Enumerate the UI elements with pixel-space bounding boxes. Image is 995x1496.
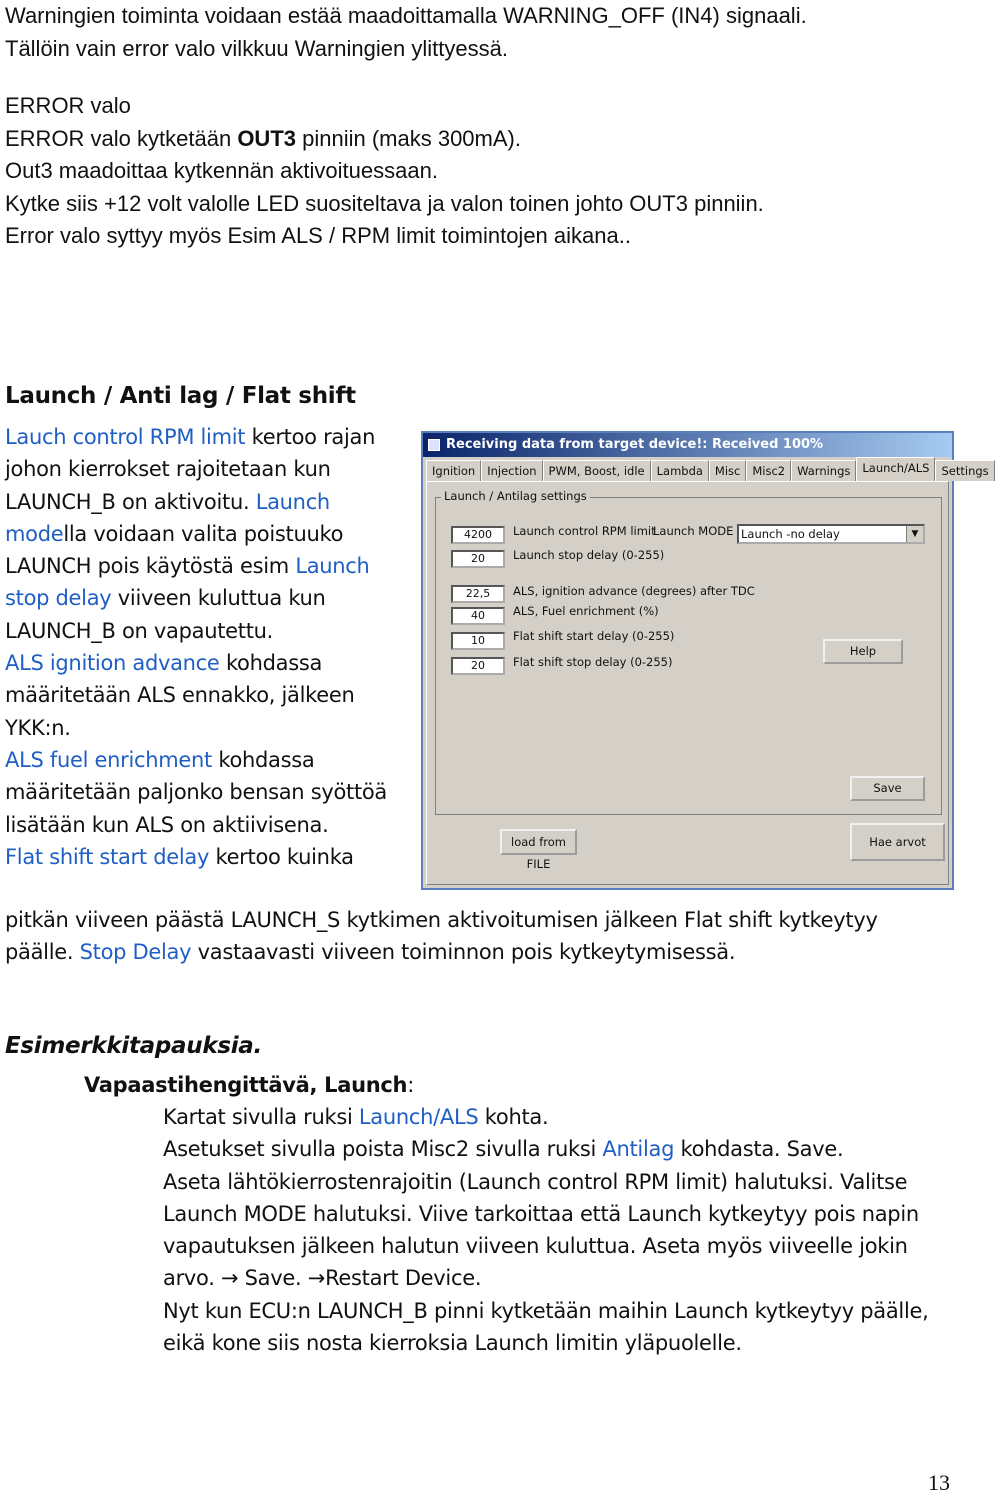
text: ERROR valo kytketään bbox=[5, 125, 238, 151]
step bbox=[163, 1101, 963, 1133]
text: päälle. bbox=[5, 940, 80, 965]
error-line: Kytke siis +12 volt valolle LED suositeltava ja valon toinen johto OUT3 pinniin. bbox=[5, 190, 764, 216]
text: kohdassa määritetään paljonko bensan syöttöä lisätään kun ALS on aktiivisena. bbox=[5, 747, 387, 837]
tab-ignition[interactable]: Ignition bbox=[426, 460, 481, 481]
rpm-limit-label: Launch control RPM limit bbox=[513, 524, 656, 538]
term: Stop Delay bbox=[79, 940, 192, 965]
tab-lambda[interactable]: Lambda bbox=[651, 460, 709, 481]
page-number: 13 bbox=[928, 1470, 950, 1495]
load-from-file-button[interactable]: load from FILE bbox=[500, 829, 577, 855]
term: ALS ignition advance bbox=[5, 651, 220, 676]
flat-stop-input[interactable]: 20 bbox=[451, 657, 505, 675]
step bbox=[163, 1133, 963, 1165]
text: vastaavasti viiveen toiminnon pois kytkeytymisessä. bbox=[191, 940, 736, 965]
error-line: Out3 maadoittaa kytkennän aktivoituessaan. bbox=[5, 158, 438, 183]
text: Aseta lähtökierrostenrajoitin (Launch control RPM limit) halutuksi. Valitse Launch MODE halutuksi. Viive tarkoittaa että Launch kytkeytyy pois napin vapautuksen jälkeen halutun viiveen kuluttua. Aseta myös viiveelle jokin arvo. bbox=[163, 1169, 919, 1291]
text: Restart Device. bbox=[325, 1266, 482, 1291]
text: Save. bbox=[238, 1266, 308, 1291]
window-title: Receiving data from target device!: Received 100% bbox=[446, 437, 824, 452]
text bbox=[5, 936, 945, 968]
flat-shift-description bbox=[5, 904, 945, 969]
step bbox=[163, 1166, 963, 1295]
subheading-bold: Vapaastihengittävä, Launch bbox=[84, 1073, 408, 1097]
mode-label: Launch MODE bbox=[653, 524, 734, 538]
error-line bbox=[5, 123, 945, 156]
als-fuel-input[interactable]: 40 bbox=[451, 607, 505, 625]
tab-pwm-boost-idle[interactable]: PWM, Boost, idle bbox=[543, 460, 651, 481]
group-label: Launch / Antilag settings bbox=[441, 489, 590, 503]
tab-warnings[interactable]: Warnings bbox=[791, 460, 856, 481]
flat-start-label: Flat shift start delay (0-255) bbox=[513, 629, 675, 643]
text: pinniin (maks 300mA). bbox=[296, 125, 521, 151]
term: Launch mode bbox=[5, 489, 330, 546]
launch-description bbox=[5, 421, 410, 873]
intro-line: Tällöin vain error valo vilkkuu Warningien ylittyessä. bbox=[5, 35, 508, 61]
als-ignition-input[interactable]: 22,5 bbox=[451, 585, 505, 603]
term: ALS fuel enrichment bbox=[5, 747, 212, 772]
mode-value: Launch -no delay bbox=[741, 527, 840, 541]
tab-misc[interactable]: Misc bbox=[709, 460, 746, 481]
flat-start-input[interactable]: 10 bbox=[451, 632, 505, 650]
step: Nyt kun ECU:n LAUNCH_B pinni kytketään maihin Launch kytkeytyy päälle, eikä kone siis nosta kierroksia Launch limitin yläpuolelle. bbox=[163, 1298, 929, 1356]
text: viiveen kuluttua kun LAUNCH_B on vapautettu. bbox=[5, 586, 326, 643]
chevron-down-icon[interactable]: ▼ bbox=[906, 526, 923, 542]
stop-delay-label: Launch stop delay (0-255) bbox=[513, 548, 665, 562]
rpm-limit-input[interactable]: 4200 bbox=[451, 526, 505, 544]
example-steps bbox=[163, 1101, 963, 1359]
flat-stop-label: Flat shift stop delay (0-255) bbox=[513, 655, 673, 669]
example-subheading bbox=[84, 1069, 414, 1101]
tab-settings[interactable]: Settings bbox=[935, 460, 994, 481]
save-button[interactable]: Save bbox=[850, 776, 925, 801]
text: Kartat sivulla ruksi bbox=[163, 1105, 359, 1129]
text: kertoo rajan johon kierrokset rajoitetaan kun LAUNCH_B on aktivoitu. bbox=[5, 425, 376, 514]
tab-panel bbox=[426, 481, 949, 885]
examples-heading: Esimerkkitapauksia. bbox=[5, 1033, 262, 1059]
text: kertoo kuinka bbox=[209, 844, 354, 869]
tab-launch-als[interactable]: Launch/ALS bbox=[856, 457, 935, 481]
term: Antilag bbox=[602, 1137, 675, 1162]
window-titlebar bbox=[423, 433, 952, 457]
als-ignition-label: ALS, ignition advance (degrees) after TDC bbox=[513, 584, 755, 598]
settings-window bbox=[421, 431, 989, 890]
launch-heading: Launch / Anti lag / Flat shift bbox=[5, 383, 356, 409]
text: Asetukset sivulla poista Misc2 sivulla ruksi bbox=[163, 1137, 603, 1162]
text: kohdassa määritetään ALS ennakko, jälkeen YKK:n. bbox=[5, 651, 355, 740]
app-icon bbox=[428, 439, 440, 451]
term: Launch stop delay bbox=[5, 554, 370, 611]
error-heading: ERROR valo bbox=[5, 93, 131, 118]
error-line: Error valo syttyy myös Esim ALS / RPM limit toimintojen aikana.. bbox=[5, 223, 631, 248]
tab-injection[interactable]: Injection bbox=[481, 460, 542, 481]
out3-bold: OUT3 bbox=[237, 125, 296, 151]
term: Launch/ALS bbox=[358, 1105, 479, 1129]
text: : bbox=[407, 1073, 414, 1097]
text: lla voidaan valita poistuuko LAUNCH pois käytöstä esim bbox=[5, 521, 344, 579]
mode-select[interactable] bbox=[737, 524, 925, 544]
text: kohta. bbox=[478, 1105, 549, 1129]
arrow-icon: → bbox=[307, 1266, 326, 1291]
als-fuel-label: ALS, Fuel enrichment (%) bbox=[513, 604, 659, 618]
help-button[interactable]: Help bbox=[823, 639, 903, 664]
term: Flat shift start delay bbox=[5, 844, 210, 869]
stop-delay-input[interactable]: 20 bbox=[451, 550, 505, 568]
term: Lauch control RPM limit bbox=[5, 425, 246, 449]
tab-misc2[interactable]: Misc2 bbox=[746, 460, 791, 481]
intro-section bbox=[5, 0, 945, 253]
text: pitkän viiveen päästä LAUNCH_S kytkimen aktivoitumisen jälkeen Flat shift kytkeytyy bbox=[5, 908, 878, 932]
intro-line: Warningien toiminta voidaan estää maadoittamalla WARNING_OFF (IN4) signaali. bbox=[5, 3, 807, 28]
text: kohdasta. Save. bbox=[674, 1137, 844, 1162]
arrow-icon: → bbox=[220, 1266, 239, 1291]
fetch-values-button[interactable]: Hae arvot bbox=[850, 823, 945, 861]
